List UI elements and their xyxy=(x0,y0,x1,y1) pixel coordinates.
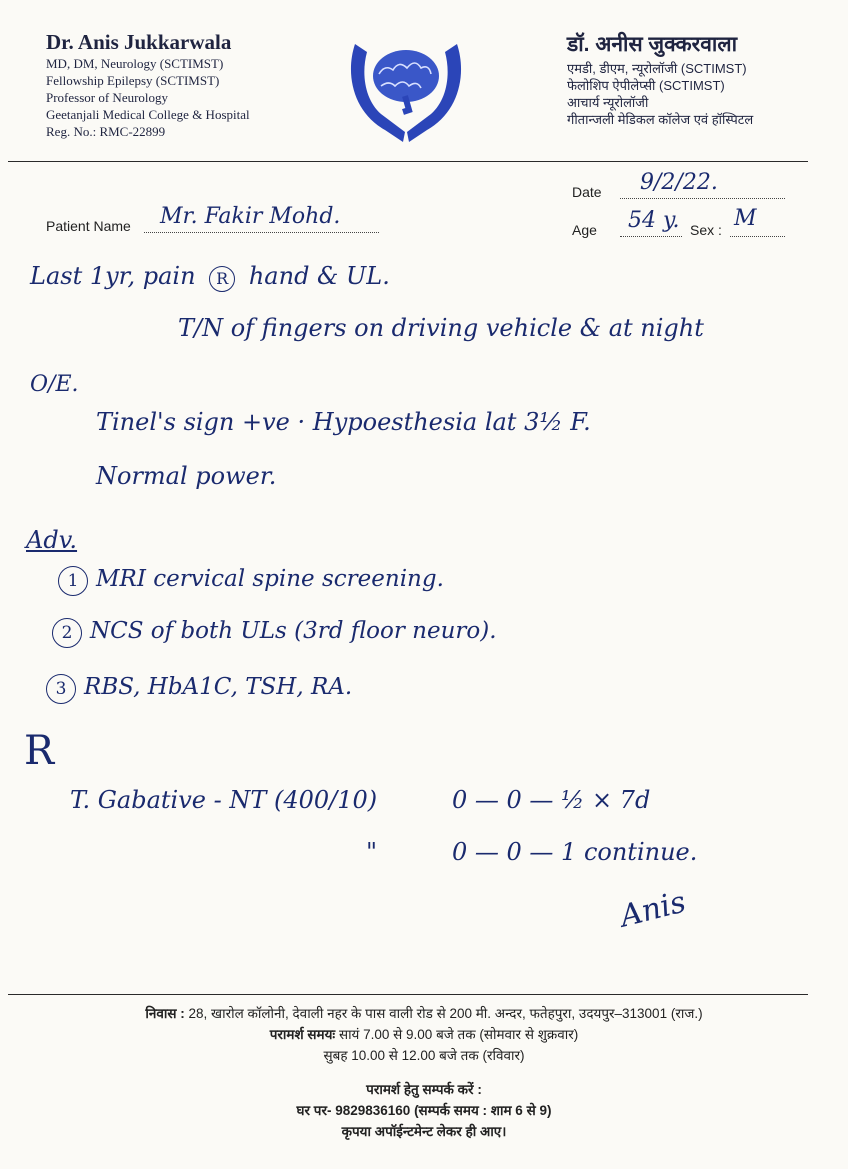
history-line-1 xyxy=(30,262,390,292)
doctor-name-english: Dr. Anis Jukkarwala xyxy=(46,30,232,54)
qual-line: Fellowship Epilepsy (SCTIMST) xyxy=(46,73,220,88)
rx-1-dose: 0 — 0 — ½ × 7d xyxy=(452,786,651,814)
rx-1-drug: T. Gabative - NT (400/10) xyxy=(70,786,378,814)
address-text: 28, खारोल कॉलोनी, देवाली नहर के पास वाली रोड से 200 मी. अन्दर, फतेहपुरा, उदयपुर–313001 (राज.) xyxy=(188,1006,703,1021)
rx-2-dose: 0 — 0 — 1 continue. xyxy=(452,838,698,866)
doctor-qualifications-hindi xyxy=(567,60,753,128)
sex-value: M xyxy=(734,206,757,231)
contact-phone: घर पर- 9829836160 (सम्पर्क समय : शाम 6 से 9) xyxy=(296,1103,552,1118)
age-label: Age xyxy=(572,222,597,238)
qual-line: MD, DM, Neurology (SCTIMST) xyxy=(46,56,224,71)
rx-2-drug: " xyxy=(366,838,378,866)
patient-name-value: Mr. Fakir Mohd. xyxy=(160,204,341,229)
qual-line-hindi: आचार्य न्यूरोलॉजी xyxy=(567,95,649,110)
advice-item xyxy=(58,566,444,596)
history-text: hand & UL. xyxy=(248,262,390,290)
oe-label: O/E. xyxy=(30,372,79,397)
patient-name-label: Patient Name xyxy=(46,218,131,234)
qual-line: Reg. No.: RMC-22899 xyxy=(46,124,166,139)
doctor-name-hindi: डॉ. अनीस जुक्करवाला xyxy=(567,33,738,56)
qual-line: Geetanjali Medical College & Hospital xyxy=(46,107,250,122)
history-text: Last 1yr, pain xyxy=(30,262,196,290)
advice-text: NCS of both ULs (3rd floor neuro). xyxy=(90,618,497,644)
appointment-note: कृपया अपॉईन्टमेन्ट लेकर ही आए। xyxy=(341,1124,507,1139)
qual-line-hindi: फेलोशिप ऐपीलेप्सी (SCTIMST) xyxy=(567,78,725,93)
timing-line-2: सुबह 10.00 से 12.00 बजे तक (रविवार) xyxy=(323,1048,525,1063)
contact-heading: परामर्श हेतु सम्पर्क करें : xyxy=(366,1082,482,1097)
item-number-circle: 3 xyxy=(46,674,76,704)
timing-text: सायं 7.00 से 9.00 बजे तक (सोमवार से शुक्रवार) xyxy=(338,1027,579,1042)
sex-label: Sex : xyxy=(690,222,722,238)
address-label: निवास : xyxy=(145,1006,185,1021)
right-side-circle: R xyxy=(209,266,235,292)
qual-line-hindi: एमडी, डीएम, न्यूरोलॉजी (SCTIMST) xyxy=(567,61,747,76)
doctor-signature: Anis xyxy=(616,884,690,935)
oe-line-1: Tinel's sign +ve · Hypoesthesia lat 3½ F. xyxy=(96,408,591,436)
doctor-qualifications-english xyxy=(46,55,250,140)
qual-line-hindi: गीतान्जली मेडिकल कॉलेज एवं हॉस्पिटल xyxy=(567,112,754,127)
advice-label: Adv. xyxy=(26,526,78,554)
header-divider xyxy=(8,161,808,162)
address-line xyxy=(0,1004,848,1022)
oe-line-2: Normal power. xyxy=(96,462,277,490)
date-label: Date xyxy=(572,184,602,200)
timing-line-1 xyxy=(0,1025,848,1043)
item-number-circle: 1 xyxy=(58,566,88,596)
rx-symbol: R xyxy=(24,728,55,774)
brain-hands-logo xyxy=(345,34,467,146)
advice-item xyxy=(46,674,352,704)
history-line-2: T/N of fingers on driving vehicle & at night xyxy=(178,314,704,342)
age-value: 54 y. xyxy=(628,208,680,233)
footer-divider xyxy=(8,994,808,995)
advice-text: RBS, HbA1C, TSH, RA. xyxy=(84,674,353,700)
timing-label: परामर्श समयः xyxy=(269,1027,336,1042)
item-number-circle: 2 xyxy=(52,618,82,648)
qual-line: Professor of Neurology xyxy=(46,90,169,105)
advice-item xyxy=(52,618,497,648)
date-value: 9/2/22. xyxy=(640,170,718,195)
advice-text: MRI cervical spine screening. xyxy=(96,566,444,592)
